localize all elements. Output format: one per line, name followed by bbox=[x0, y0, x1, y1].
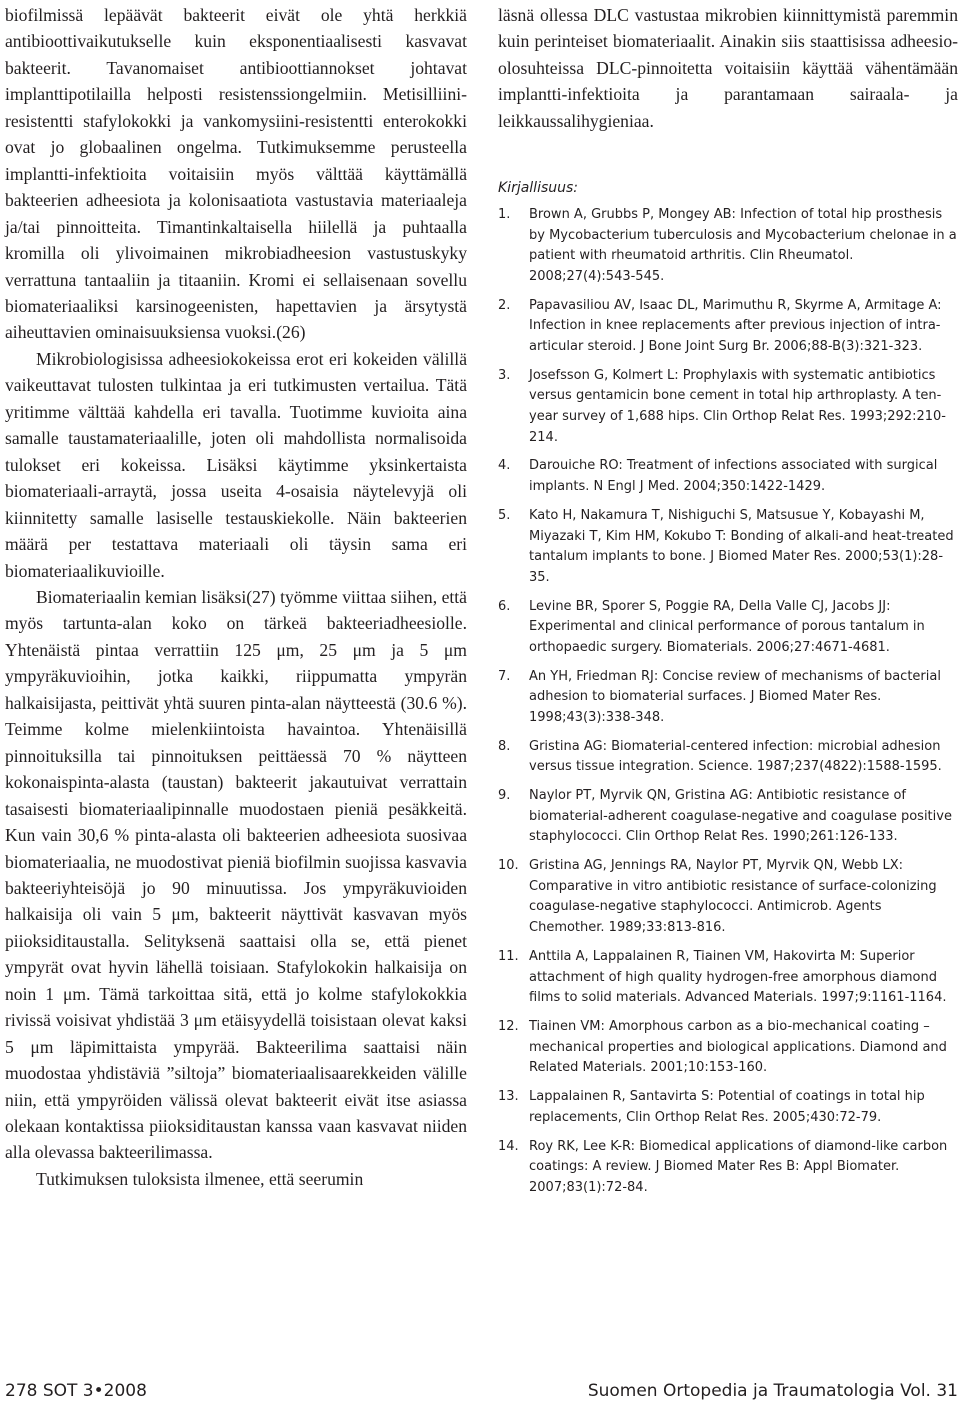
reference-text: Naylor PT, Myrvik QN, Gristina AG: Antibiotic resistance of biomaterial-adherent coagulase-negative and coagulase positive staphylococci. Clin Orthop Relat Res. 1990;261:126-133. bbox=[529, 788, 952, 845]
reference-item bbox=[498, 205, 960, 287]
reference-text: Kato H, Nakamura T, Nishiguchi S, Matsusue Y, Kobayashi M, Miyazaki T, Kim HM, Kokubo T: Bonding of alkali-and heat-treated tantalum implants to bone. J Biomed Mater Res. 2000;53(1):28-35. bbox=[529, 507, 954, 585]
reference-item bbox=[498, 786, 960, 848]
reference-text: Tiainen VM: Amorphous carbon as a bio-mechanical coating – mechanical properties and biological applications. Diamond and Related Materials. 2001;10:153-160. bbox=[529, 1019, 947, 1076]
reference-item bbox=[498, 296, 960, 358]
reference-text: Gristina AG, Jennings RA, Naylor PT, Myrvik QN, Webb LX: Comparative in vitro antibiotic resistance of surface-colonizing coagulase-negative staphylococci. Antimicrob. Agents Chemother. 1989;33:813-816. bbox=[529, 858, 937, 936]
reference-text: Gristina AG: Biomaterial-centered infection: microbial adhesion versus tissue integration. Science. 1987;237(4822):1588-1595. bbox=[529, 738, 942, 775]
footer-page-info: 278 SOT 3•2008 bbox=[5, 1381, 147, 1401]
reference-text: Lappalainen R, Santavirta S: Potential of coatings in total hip replacements, Clin Orthop Relat Res. 2005;430:72-79. bbox=[529, 1089, 925, 1125]
reference-text: Darouiche RO: Treatment of infections associated with surgical implants. N Engl J Med. 2004;350:1422-1429. bbox=[529, 458, 938, 495]
reference-text: Levine BR, Sporer S, Poggie RA, Della Valle CJ, Jacobs JJ: Experimental and clinical performance of porous tantalum in orthopaedic surgery. Biomaterials. 2006;27:4671-4681. bbox=[529, 598, 925, 655]
reference-item bbox=[498, 597, 960, 659]
reference-item bbox=[498, 456, 960, 497]
reference-text: Brown A, Grubbs P, Mongey AB: Infection of total hip prosthesis by Mycobacterium tuberculosis and Mycobacterium chelonae in a patient with rheumatoid arthritis. Clin Rheumatol. 2008;27(4):543-545. bbox=[529, 207, 957, 284]
reference-item bbox=[498, 947, 960, 1009]
reference-number: 13. bbox=[498, 1089, 519, 1105]
reference-item bbox=[498, 737, 960, 778]
reference-text: Roy RK, Lee K-R: Biomedical applications of diamond-like carbon coatings: A review. J Biomed Mater Res B: Appl Biomater. 2007;83(1):72-84. bbox=[529, 1138, 948, 1195]
reference-text: Papavasiliou AV, Isaac DL, Marimuthu R, Skyrme A, Armitage A: Infection in knee replacements after previous injection of intra-articular steroid. J Bone Joint Surg Br. 2006;88-B(3):321-323. bbox=[529, 297, 942, 354]
reference-number: 5. bbox=[498, 507, 511, 523]
reference-number: 10. bbox=[498, 858, 519, 874]
body-paragraph: biofilmissä lepäävät bakteerit eivät ole yhtä herkkiä antibioottivaikutukselle kuin eksponentiaalisesti kasvavat bakteerit. Tavanomaiset antibioottiannokset johtavat implanttipotilailla helposti resistenssiongelmiin. Metisilliini-resistentti stafylokokki ja vankomysiini-resistentti enterokokki ovat jo globaalinen ongelma. Tutkimuksemme perusteella implantti-infektioita voitaisiin myös välttää käyttämällä bakteerien adheesiota ja kolonisaatiota vastustavia materiaaleja ja/tai pinnoitteita. Timantinkaltaisella hiilellä ja puhtaalla kromilla oli ylivoimainen mikrobiadheesion vastustuskyky verrattuna tantaaliin ja titaaniin. Kromi ei sellaisenaan sovellu biomateriaaliksi karsinogeenisten, hapettavien ja ärsytystä aiheuttavien ominaisuuksiensa vuoksi.(26) bbox=[5, 5, 467, 343]
body-paragraph: Biomateriaalin kemian lisäksi(27) työmme viittaa siihen, että myös tartunta-alan koko on tärkeä bakteeriadheesiolle. Yhtenäistä pintaa verrattiin 125 μm, 25 μm ja 5 μm ympyräkuvioihin, jotka kaikki, riippumatta ympyrän halkaisijasta, peittivät yhtä suuren pinta-alan näytteestä (30.6 %). Teimme kolme mielenkiintoista havaintoa. Yhtenäisillä pinnoituksilla tai pinnoituksen peittäessä 70 % näytteen kokonaispinta-alasta (taustan) bakteerit jakautuivat verrattain tasaisesti biomateriaalipinnalle muodostaen pieniä pesäkkeitä. Kun vain 30,6 % pinta-alasta oli bakteerien adheesiota suosivaa biomateriaalia, ne muodostivat pieniä biofilmin suojissa kasvavia bakteeriyhteisöjä jo 90 minuutissa. Jos ympyräkuvioiden halkaisija oli vain 5 μm, bakteerit näyttivät kasvavan myös piioksiditaustalla. Selityksenä saattaisi olla se, että pienet ympyrät ovat hyvin lähellä toisiaan. Stafylokokin halkaisija on noin 1 μm. Tämä tarkoittaa sitä, että jo kolme stafylokokkia rivissä voisivat yhdistää 3 μm etäisyydellä toisistaan olevat kaksi 5 μm läpimittaista ympyrää. Bakteerilima saattaisi näin muodostaa yhdistäviä ”siltoja” biomateriaalisaarekkeiden välille niin, että ympyröiden välissä olevat bakteerit eivät itse asiassa olekaan kontaktissa piioksiditaustan kanssa vaan kasvavat niiden alla olevassa bakteerilimassa. bbox=[5, 586, 467, 1163]
reference-number: 9. bbox=[498, 788, 511, 804]
right-column bbox=[498, 2, 958, 134]
reference-item bbox=[498, 1017, 960, 1079]
references-heading: Kirjallisuus: bbox=[498, 180, 579, 196]
reference-number: 4. bbox=[498, 458, 511, 474]
left-column bbox=[5, 2, 467, 1192]
footer-journal-title: Suomen Ortopedia ja Traumatologia Vol. 31 bbox=[587, 1381, 958, 1401]
reference-number: 14. bbox=[498, 1138, 519, 1154]
reference-number: 3. bbox=[498, 367, 511, 383]
reference-text: An YH, Friedman RJ: Concise review of mechanisms of bacterial adhesion to biomaterial surfaces. J Biomed Mater Res. 1998;43(3):338-348. bbox=[529, 668, 941, 725]
body-paragraph: Mikrobiologisissa adheesiokokeissa erot eri kokeiden välillä vaikeuttavat tulosten tulkintaa ja eri tutkimusten vertailua. Tätä yritimme välttää kahdella eri tavalla. Tuotimme kuvioita aina samalle taustamateriaalille, joten oli mahdollista normalisoida tulokset eri kokeissa. Lisäksi käytimme yksinkertaista biomateriaali-arraytä, jossa useita 4-osaisia näytelevyjä oli kiinnitetty samalle lasiselle testauskiekolle. Näin bakteerien määrä per testattava materiaali oli täysin sama eri biomateriaalikuvioille. bbox=[5, 348, 467, 581]
reference-item bbox=[498, 667, 960, 729]
reference-number: 7. bbox=[498, 668, 511, 684]
reference-number: 8. bbox=[498, 738, 511, 754]
reference-number: 11. bbox=[498, 948, 519, 964]
reference-item bbox=[498, 366, 960, 448]
reference-text: Anttila A, Lappalainen R, Tiainen VM, Hakovirta M: Superior attachment of high quality hydrogen-free amorphous diamond films to solid materials. Advanced Materials. 1997;9:1161-1164. bbox=[529, 948, 947, 1006]
reference-number: 6. bbox=[498, 598, 511, 614]
reference-item bbox=[498, 1087, 960, 1128]
reference-item bbox=[498, 1137, 960, 1199]
reference-text: Josefsson G, Kolmert L: Prophylaxis with systematic antibiotics versus gentamicin bone cement in total hip arthroplasty. A ten-year survey of 1,688 hips. Clin Orthop Relat Res. 1993;292:210-214. bbox=[529, 367, 946, 445]
body-paragraph: läsnä ollessa DLC vastustaa mikrobien kiinnittymistä paremmin kuin perinteiset biomateriaalit. Ainakin siis staattisissa adheesio-olosuhteissa DLC-pinnoitetta voitaisiin käyttää vähentämään implantti-infektioita ja parantamaan sairaala- ja leikkaussalihygieniaa. bbox=[498, 5, 958, 131]
body-paragraph: Tutkimuksen tuloksista ilmenee, että seerumin bbox=[36, 1168, 364, 1189]
reference-item bbox=[498, 506, 960, 588]
reference-item bbox=[498, 856, 960, 938]
reference-number: 2. bbox=[498, 297, 511, 313]
reference-number: 1. bbox=[498, 207, 511, 222]
reference-list bbox=[498, 205, 960, 1207]
reference-number: 12. bbox=[498, 1019, 519, 1035]
